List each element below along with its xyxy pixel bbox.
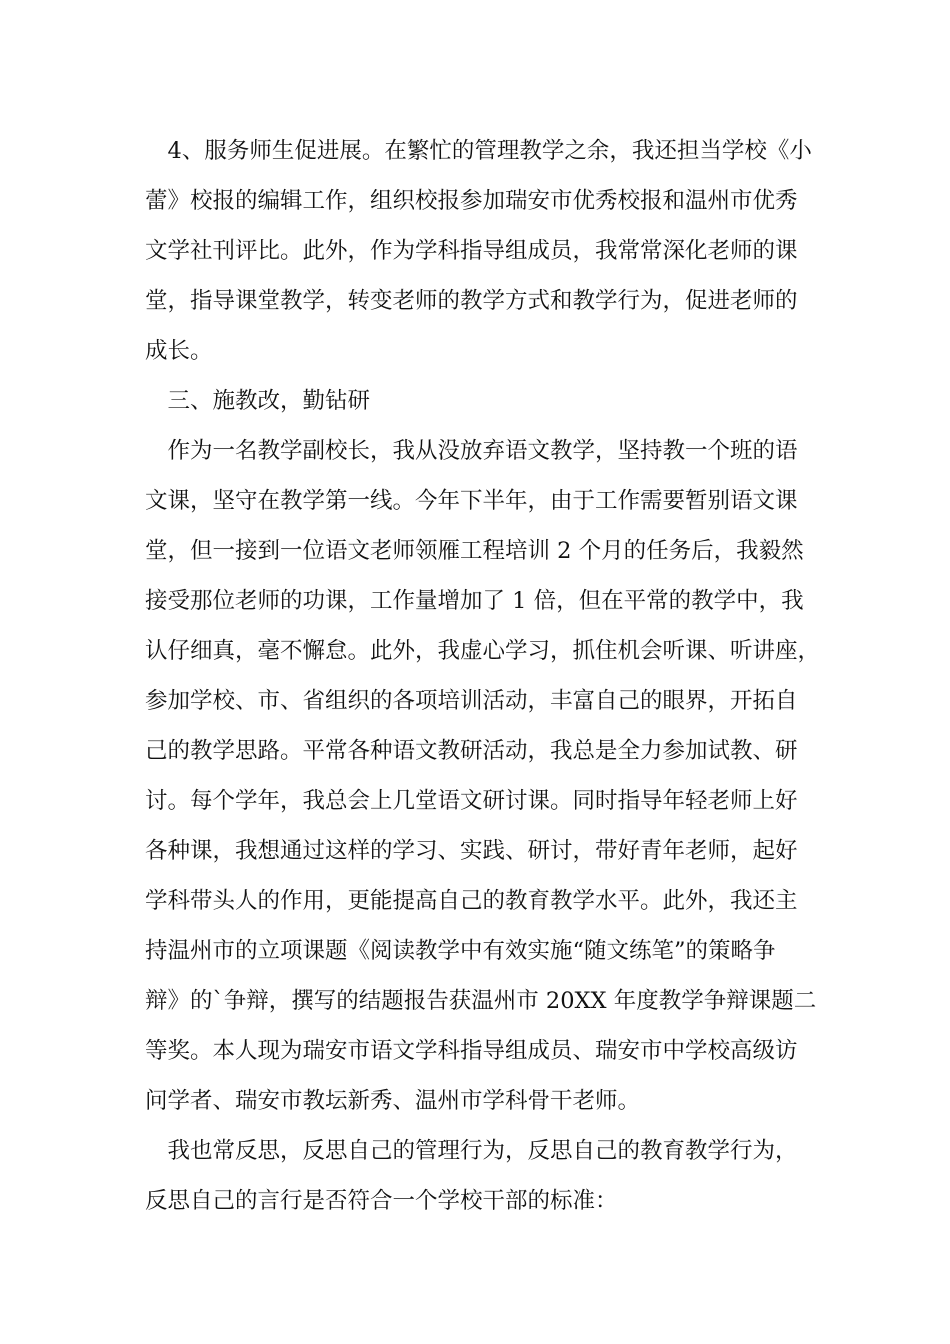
- paragraph-teaching: [145, 426, 835, 1126]
- document-body: [145, 126, 835, 1226]
- text-line: 我也常反思，反思自己的管理行为，反思自己的教育教学行为，: [145, 1138, 798, 1164]
- text-line: 文学社刊评比。此外，作为学科指导组成员，我常常深化老师的课: [145, 238, 798, 264]
- text-line: 参加学校、市、省组织的各项培训活动，丰富自己的眼界，开拓自: [145, 688, 798, 714]
- text-line: 学科带头人的作用，更能提高自己的教育教学水平。此外，我还主: [145, 888, 798, 914]
- text-line: 等奖。本人现为瑞安市语文学科指导组成员、瑞安市中学校高级访: [145, 1038, 798, 1064]
- text-line: 作为一名教学副校长，我从没放弃语文教学，坚持教一个班的语: [145, 438, 798, 464]
- text-line: 4、服务师生促进展。在繁忙的管理教学之余，我还担当学校《小: [145, 138, 812, 164]
- text-line: 己的教学思路。平常各种语文教研活动，我总是全力参加试教、研: [145, 738, 798, 764]
- section-heading: [145, 376, 835, 426]
- text-line: 辩》的`争辩，撰写的结题报告获温州市 20XX 年度教学争辩课题二: [145, 988, 817, 1014]
- text-line: 讨。每个学年，我总会上几堂语文研讨课。同时指导年轻老师上好: [145, 788, 798, 814]
- text-line: 认仔细真，毫不懈怠。此外，我虚心学习，抓住机会听课、听讲座，: [145, 638, 821, 664]
- text-line: 堂，但一接到一位语文老师领雁工程培训 2 个月的任务后，我毅然: [145, 538, 804, 564]
- text-line: 文课，坚守在教学第一线。今年下半年，由于工作需要暂别语文课: [145, 488, 798, 514]
- text-line: 持温州市的立项课题《阅读教学中有效实施“随文练笔”的策略争: [145, 938, 776, 964]
- text-line: 各种课，我想通过这样的学习、实践、研讨，带好青年老师，起好: [145, 838, 798, 864]
- text-line: 蕾》校报的编辑工作，组织校报参加瑞安市优秀校报和温州市优秀: [145, 188, 798, 214]
- paragraph-service: [145, 126, 835, 376]
- text-line: 成长。: [145, 338, 213, 364]
- text-line: 问学者、瑞安市教坛新秀、温州市学科骨干老师。: [145, 1088, 641, 1114]
- heading-line: 三、施教改，勤钻研: [145, 388, 371, 414]
- text-line: 接受那位老师的功课，工作量增加了 1 倍，但在平常的教学中，我: [145, 588, 804, 614]
- text-line: 堂，指导课堂教学，转变老师的教学方式和教学行为，促进老师的: [145, 288, 798, 314]
- paragraph-reflection: [145, 1126, 835, 1226]
- text-line: 反思自己的言行是否符合一个学校干部的标准：: [145, 1188, 618, 1214]
